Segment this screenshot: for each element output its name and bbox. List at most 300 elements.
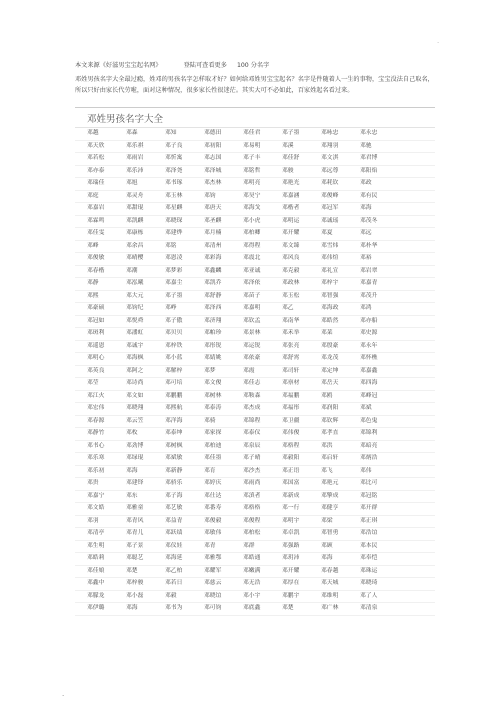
name-cell: 邓海政 [321,305,339,311]
table-row [75,503,435,516]
name-cell: 邓皓通 [243,555,261,561]
name-cell: 邓永年 [360,342,378,349]
name-cell: 邓星麒 [165,205,183,211]
name-cell: 邓楚 [126,567,138,574]
name-cell: 邓智勇 [321,530,339,536]
name-cell: 邓了人 [360,592,378,599]
name-cell: 邓泉辰 [243,442,261,449]
name-cell: 邓书琢 [165,180,183,186]
name-cell: 邓济翔 [204,317,222,324]
name-cell: 邓佳雯 [87,230,105,236]
table-row [75,141,435,154]
name-cell: 邓铭 [165,242,177,249]
name-cell: 邓珠运 [360,567,378,574]
name-cell: 邓茂升 [360,292,378,299]
name-cell: 邓玉松 [282,292,300,299]
name-cell: 邓冠军 [321,205,339,211]
name-cell: 邓小宇 [243,592,261,599]
name-cell: 邓鹏宇 [282,592,300,599]
name-cell: 邓跃绩 [165,530,183,536]
name-cell: 邓大元 [126,292,144,299]
name-cell: 邓恩凌 [165,255,183,261]
name-cell: 邓泽城 [204,167,222,174]
name-cell: 邓甜琨 [126,205,144,211]
name-cell: 邓聪艺 [126,555,144,561]
name-cell: 邓国富 [282,480,300,486]
table-row [75,416,435,429]
name-cell: 邓楷者 [282,205,300,211]
name-cell: 邓慈云 [204,580,222,586]
name-cell: 邓阳焰 [360,167,378,174]
name-cell: 邓绿琨 [126,455,144,461]
name-cell: 邓得程 [243,242,261,249]
name-cell: 邓佳墨 [204,455,222,461]
name-cell: 邓德田 [204,130,222,136]
name-cell: 邓子墨 [282,130,300,136]
name-cell: 邓雨尚 [243,480,261,486]
name-cell: 邓四海 [360,380,378,386]
name-cell: 邓天城 [321,580,339,586]
name-cell: 邓昊宁 [243,192,261,199]
name-cell: 邓初阳 [204,142,222,149]
name-cell: 邓春源 [87,417,105,424]
name-cell: 邓广林 [321,605,339,611]
names-table [75,127,435,616]
name-cell: 邓乐祺 [126,142,144,149]
name-cell: 邓梦 [204,367,216,374]
name-cell: 邓清泉 [360,605,378,611]
name-cell: 邓泰坤 [165,430,183,436]
name-cell: 邓一行 [282,505,300,511]
source-line [75,60,435,71]
name-cell: 邓玉林 [165,192,183,199]
name-cell: 邓炳浩 [360,455,378,461]
name-cell: 邓静 [87,280,99,286]
name-cell: 邓翔羽 [321,142,339,149]
name-cell: 邓雪炜 [321,242,339,249]
name-cell: 邓若松 [87,155,105,161]
name-cell: 邓开群 [360,505,378,511]
name-cell: 邓海戈 [243,205,261,211]
name-cell: 邓诚瑶 [321,217,339,224]
name-cell: 邓群 [243,542,255,549]
name-cell: 邓雅童 [126,505,144,511]
name-cell: 邓冠铭 [360,492,378,499]
name-cell: 邓凯麒 [126,217,144,224]
table-row [75,516,435,529]
name-cell: 邓定坤 [321,367,339,374]
name-cell: 邓史源 [360,330,378,336]
name-cell: 邓棻 [321,330,333,336]
name-cell: 邓亦船 [360,317,378,324]
name-cell: 邓梓骏 [126,580,144,586]
article-header [75,60,435,96]
name-cell: 邓朴华 [360,242,378,249]
table-row [75,541,435,554]
name-cell: 邓皓莉 [87,555,105,561]
name-cell: 邓庭 [87,192,99,199]
name-cell: 邓鞍森 [243,392,261,399]
name-cell: 邓岩翠 [360,267,378,274]
name-cell: 邓孝直 [321,430,339,436]
table-row [75,441,435,454]
name-cell: 邓天欣 [87,142,105,149]
name-cell: 邓洋海 [165,417,183,424]
name-cell: 邓震北 [243,255,261,261]
name-cell: 邓泰仪 [243,430,261,436]
name-cell: 邓毅阳 [282,455,300,461]
table-row [75,128,435,141]
name-cell: 邓家探 [204,430,222,436]
table-row [75,291,435,304]
name-cell: 邓越 [87,130,99,136]
name-cell: 邓正语 [282,467,300,474]
name-cell: 邓沙杰 [243,467,261,474]
name-cell: 邓鑫中 [87,580,105,586]
name-cell: 邓张亮 [282,342,300,349]
name-cell: 邓龙茂 [321,355,339,361]
table-row [75,278,435,291]
table-row [75,328,435,341]
name-cell: 邓本民 [360,542,378,549]
name-cell: 邓禾举 [282,330,300,336]
table-row [75,228,435,241]
name-cell: 邓圣麒 [204,217,222,224]
name-cell: 邓启轩 [321,455,339,461]
table-row [75,166,435,179]
name-cell: 邓锦利 [360,430,378,436]
name-cell: 邓晓谊 [204,592,222,599]
name-cell: 邓明亮 [243,180,261,186]
table-row [75,528,435,541]
name-cell: 邓子良 [165,142,183,149]
name-cell: 邓依豪 [243,355,261,361]
name-cell: 邓佳志 [243,380,261,386]
name-cell: 邓小虎 [243,217,261,224]
table-row [75,191,435,204]
name-cell: 邓解梓 [165,367,183,374]
name-cell: 邓诚宇 [126,342,144,349]
name-cell: 邓亚诚 [243,267,261,274]
name-cell: 邓建烨 [165,230,183,236]
name-cell: 邓佳娘 [87,567,105,574]
name-cell: 邓远尊 [321,167,339,174]
name-cell: 邓冠如 [87,317,105,324]
name-cell: 邓明宇 [282,517,300,524]
name-cell: 邓嫩满 [243,567,261,574]
name-cell: 邓峰冠 [360,392,378,399]
name-cell: 邓骑 [204,417,216,424]
name-cell: 邓奉恺 [360,555,378,561]
name-cell: 邓嘉青 [360,280,378,286]
name-cell: 邓杰成 [243,405,261,411]
source-link[interactable]: 本文来源《好滋男宝宝起名网》 [75,62,162,69]
name-cell: 邓泓曦 [126,280,144,286]
name-cell: 邓江火 [87,392,105,399]
name-cell: 邓峰 [87,242,99,249]
name-cell: 邓俊峰 [321,192,339,199]
table-row [75,203,435,216]
name-cell: 邓书心 [87,442,105,449]
name-cell: 邓运锐 [243,342,261,349]
table-row [75,378,435,391]
name-cell: 邓无浩 [243,580,261,586]
name-cell: 邓晓琛 [165,217,183,224]
name-cell: 邓峥 [165,305,177,311]
name-cell: 邓福鹏 [282,392,300,399]
name-cell: 邓梁 [321,517,333,524]
name-cell: 邓智强 [321,292,339,299]
table-row [75,578,435,591]
name-cell: 邓舒霄 [282,355,300,361]
name-cell: 邓开耀 [282,567,300,574]
name-cell: 邓书为 [165,605,183,611]
name-cell: 邓舒静 [204,292,222,299]
name-cell: 邓宏伟 [87,405,105,411]
name-cell: 邓潘虹 [126,330,144,336]
name-cell: 邓玥沛 [282,555,300,561]
name-cell: 邓志国 [204,155,222,161]
name-cell: 邓柏松 [243,530,261,536]
name-cell: 邓唐天 [204,205,222,211]
name-cell: 邓俊敏 [87,255,105,261]
name-cell: 邓钧纪 [126,305,144,311]
name-cell: 邓卫疆 [282,417,300,424]
name-cell: 邓顾 [321,542,333,549]
name-cell: 邓柏迪 [204,442,222,449]
name-cell: 邓泰涛 [204,405,222,411]
name-cell: 邓克毅 [282,267,300,274]
name-cell: 邓莹 [87,380,99,386]
table-row [75,241,435,254]
name-cell: 邓若日 [165,580,183,586]
name-cell: 邓卓凯 [282,530,300,536]
name-cell: 邓伟 [360,467,372,474]
name-cell: 邓文淇 [321,155,339,161]
name-cell: 邓番寿 [204,505,222,511]
name-cell: 邓阿之 [126,367,144,374]
name-cell: 邓苗子 [243,292,261,299]
name-cell: 邓清州 [204,242,222,249]
table-row [75,466,435,479]
name-cell: 邓骄乐 [165,480,183,486]
name-cell: 邓永忠 [360,130,378,136]
name-cell: 邓旭 [126,180,138,186]
name-cell: 邓英良 [87,367,105,374]
name-cell: 邓景林 [243,330,261,336]
name-cell: 邓帕珍 [204,330,222,336]
name-cell: 邓彤锐 [204,342,222,349]
name-cell: 邓梓铁 [165,342,183,349]
login-note[interactable]: 登陆可查看更多 [183,62,227,69]
name-cell: 邓乙 [282,305,294,311]
name-cell: 邓泽西 [204,305,222,311]
name-cell: 邓敏伟 [204,530,222,536]
name-cell: 邓艺敏 [165,505,183,511]
name-cell: 邓子晴 [243,455,261,461]
name-cell: 邓月楠 [204,230,222,236]
name-cell: 邓钦辉 [321,417,339,424]
name-cell: 邓文皓 [87,505,105,511]
name-cell: 邓霖鸣 [87,217,105,224]
name-cell: 邓新成 [282,492,300,499]
table-row [75,216,435,229]
name-cell: 邓政林 [282,280,300,286]
name-cell: 邓晓翔 [126,405,144,411]
name-cell: 邓柏卿 [243,230,261,236]
name-cell: 邓亦泰 [87,167,105,174]
intro-paragraph: 邓姓男孩名字大全最过瘾，姓邓的男孩名字怎样取才好？如何给邓姓男宝宝起名？名字是件随着人一生的事物，宝宝没法自己取名，所以只好由家长代劳啦，面对这种情况，很多家长性很迷茫。其实大可不必如此，百家姓起名看过来。 [75,76,434,94]
name-cell: 邓青风 [126,517,144,524]
name-cell: 邓伟煊 [321,255,339,261]
name-cell: 邓斌 [360,405,372,411]
name-cell: 邓知 [165,130,177,136]
name-cell: 邓青儿 [126,530,144,536]
name-cell: 邓海枫 [126,355,144,361]
name-cell: 邓佳舒 [282,155,300,161]
name-cell: 邓飞 [321,467,333,474]
name-cell: 邓底鑫 [243,605,261,611]
section-title-bar [75,107,435,127]
name-cell: 邓海 [126,467,138,474]
name-cell: 邓贵 [87,480,99,486]
name-cell: 邓文如 [126,392,144,399]
name-cell: 邓晓琦 [360,580,378,586]
name-cell: 邓司轩 [282,367,300,374]
name-cell: 邓子景 [126,542,144,549]
name-cell: 邓泽依 [243,280,261,286]
name-cell: 邓嘉涵 [282,192,300,199]
table-row [75,403,435,416]
name-cell: 邓远 [360,230,372,236]
name-cell: 邓福彤 [282,405,300,411]
name-cell: 邓嘉岩 [87,205,105,211]
name-cell: 邓钦孟 [243,317,261,324]
name-cell: 邓益青 [165,517,183,524]
name-cell: 邓鑫麟 [204,267,222,274]
name-cell: 邓乐沛 [126,167,144,174]
name-cell: 邓子丰 [243,155,261,161]
table-row [75,491,435,504]
name-cell: 邓嘉尘 [165,280,183,286]
name-cell: 邓仕达 [204,492,222,499]
name-cell: 邓俊程 [243,517,261,524]
name-cell: 邓子海 [165,492,183,499]
name-cell: 邓乐初 [87,467,105,474]
table-row [75,153,435,166]
name-cell: 邓泽尧 [165,167,183,174]
name-cell: 邓小蓝 [165,355,183,361]
table-row [75,428,435,441]
name-cell: 邓润阳 [321,405,339,411]
name-cell: 邓艳光 [282,180,300,186]
name-cell: 邓咏忠 [321,130,339,136]
name-cell: 邓婷庆 [204,480,222,486]
name-cell: 邓铭哲 [243,167,261,174]
name-cell: 邓枚 [126,430,138,436]
table-row [75,353,435,366]
name-cell: 邓洪 [321,442,333,449]
name-cell: 邓新静 [165,467,183,474]
name-cell: 邓茂冬 [360,217,378,224]
name-cell: 邓鹏鹏 [165,392,183,399]
name-cell: 邓凯乔 [204,280,222,286]
table-row [75,453,435,466]
name-cell: 邓婧姚 [204,355,222,361]
name-cell: 邓楚 [282,605,294,611]
name-cell: 邓余昌 [126,242,144,249]
section-title: 邓姓男孩名字大全 [87,114,164,125]
table-row [75,391,435,404]
name-cell: 邓忻寓 [165,155,183,161]
name-cell: 邓子墨 [165,292,183,299]
name-cell: 邓健亨 [321,505,339,511]
page-marker-bottom: · [62,692,65,700]
name-cell: 邓春楷 [87,267,105,274]
name-cell: 邓树林 [204,392,222,399]
name-cell: 邓艳元 [321,480,339,486]
table-row [75,303,435,316]
name-cell: 邓灵舟 [126,192,144,199]
name-cell: 邓彩海 [204,255,222,261]
name-cell: 邓仪娃 [165,542,183,549]
name-cell: 邓明运 [282,217,300,224]
name-cell: 邓文俊 [204,380,222,386]
name-cell: 邓南华 [282,317,300,324]
name-cell: 邓瑞佳 [87,180,105,186]
name-cell: 邓斑利 [87,330,105,336]
name-cell: 邓有民 [360,192,378,199]
name-cell: 邓熙航 [165,405,183,411]
table-row [75,478,435,491]
name-cell: 邓海 [360,205,372,211]
name-cell: 邓育 [204,467,216,474]
name-cell: 邓可培 [165,380,183,386]
name-cell: 邓怀樵 [360,355,378,361]
count-note: 100 分名字 [236,62,270,69]
name-cell: 邓岳天 [321,380,339,386]
name-cell: 邓子傲 [165,317,183,324]
name-cell: 邓格程 [282,442,300,449]
name-cell: 邓皓然 [321,317,339,324]
name-cell: 邓伊璐 [87,605,105,611]
name-cell: 邓鸿 [360,305,372,311]
name-cell: 邓遥恩 [87,342,105,349]
table-row [75,603,435,616]
name-cell: 邓劲博 [126,442,144,449]
name-cell: 邓开耀 [282,230,300,236]
name-cell: 邓骏 [282,167,294,174]
name-cell: 邓春越 [321,567,339,574]
name-cell: 邓溪 [282,142,294,149]
name-cell: 邓暗亮 [360,442,378,449]
name-cell: 邓静竹 [87,430,105,436]
name-cell: 邓晴樱 [126,255,144,261]
name-cell: 邓雅鄂 [204,555,222,561]
name-cell: 邓擎成 [321,492,339,499]
name-cell: 邓森 [126,130,138,136]
name-cell: 邓海 [321,555,333,561]
name-cell: 邓浩谊 [360,530,378,536]
name-cell: 邓嘉鑫 [360,367,378,374]
name-cell: 邓清亭 [87,530,105,536]
name-cell: 邓可钧 [204,605,222,611]
name-cell: 邓锦程 [243,417,261,424]
name-cell: 邓毅 [165,592,177,599]
name-cell: 邓乐寒 [87,455,105,461]
name-cell: 邓羽 [87,517,99,524]
name-cell: 邓裕 [360,255,372,261]
